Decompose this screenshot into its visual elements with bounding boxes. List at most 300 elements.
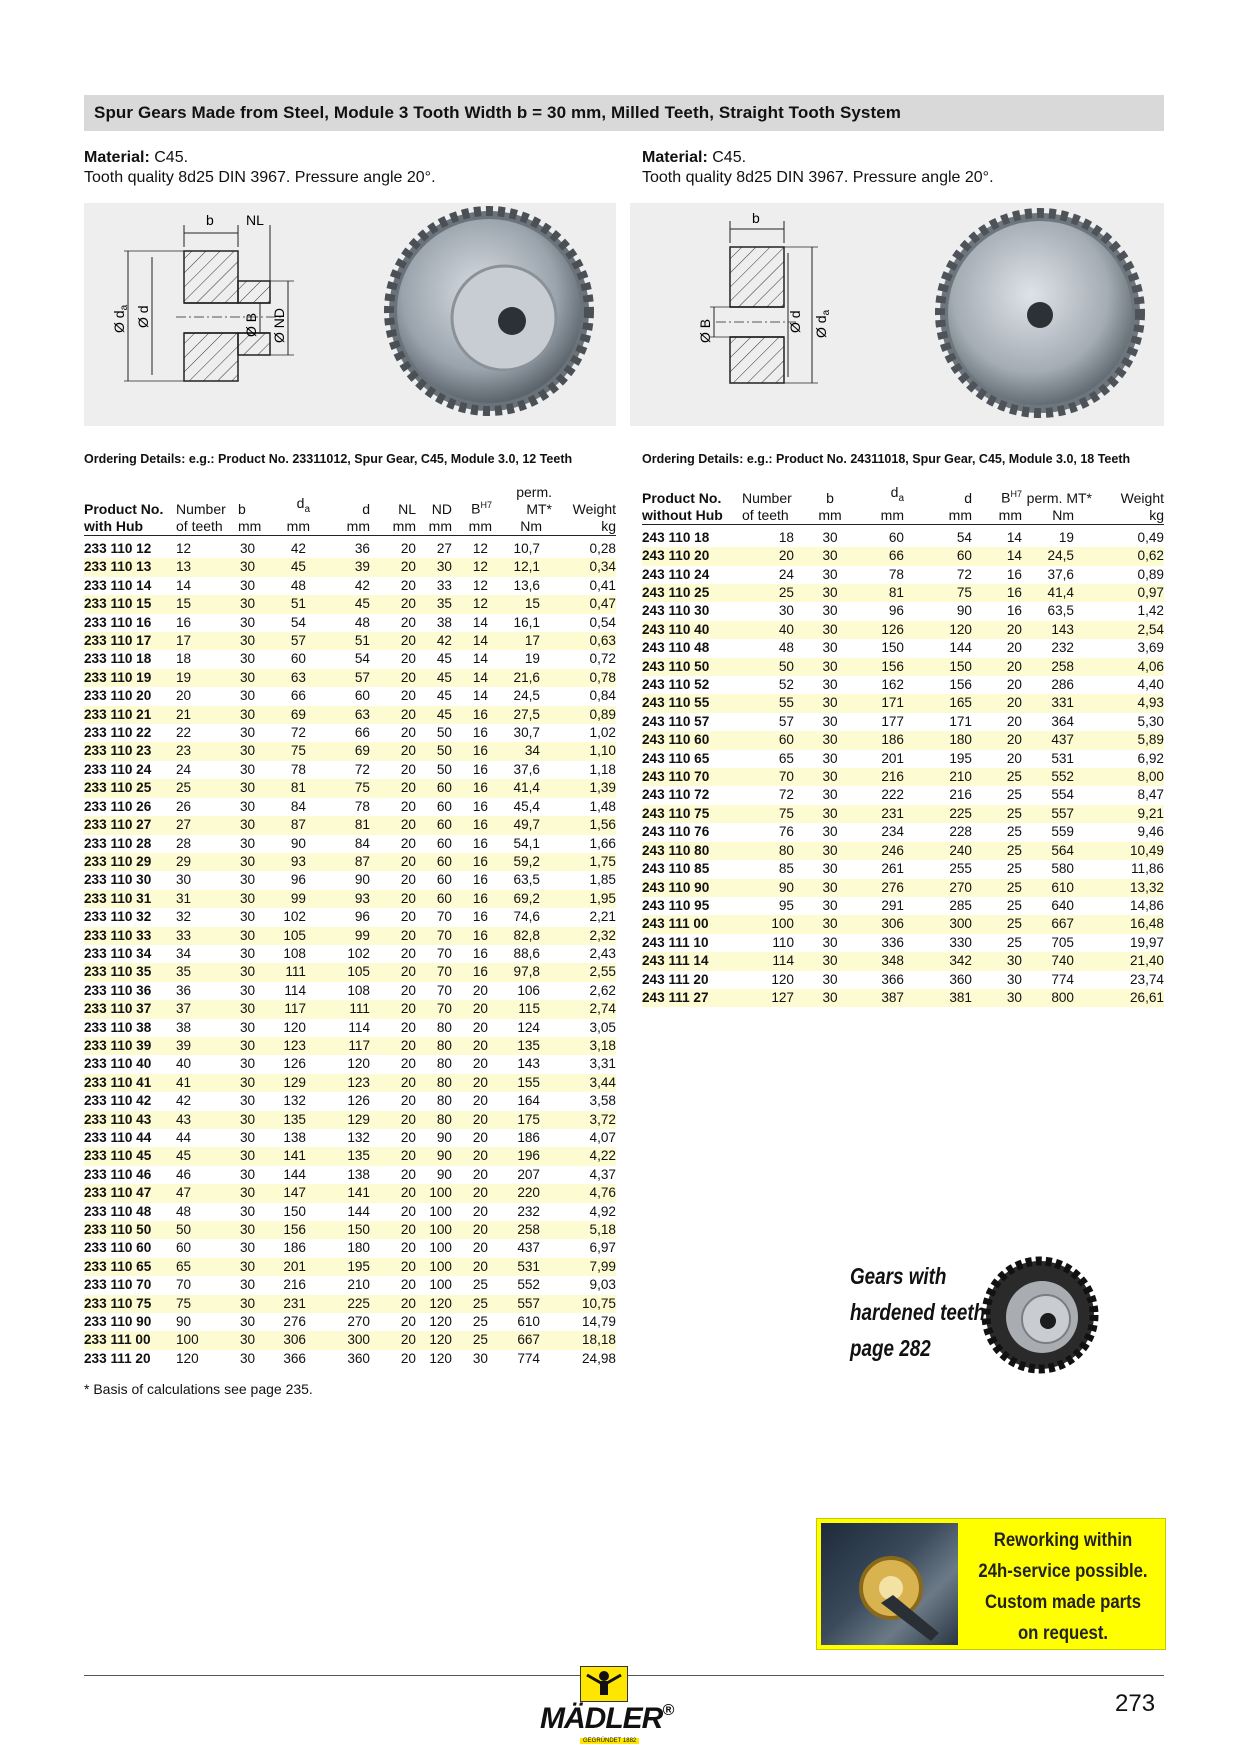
cell-bh7: 20 [1006,750,1022,766]
cell-b: 30 [240,1130,256,1145]
cell-nl: 20 [380,963,420,981]
table-row [84,669,616,687]
cell-teeth: 21 [176,706,238,724]
cell-teeth: 24 [176,761,192,777]
cell-nl: 20 [380,1221,420,1239]
cell-bh7: 20 [982,658,1022,676]
table-row [642,842,1164,860]
cell-weight: 13,32 [1092,879,1164,897]
cell-b: 30 [822,824,838,840]
cell-teeth: 14 [176,577,192,593]
cell-teeth: 55 [742,694,810,712]
cell-da: 72 [290,725,306,741]
cell-teeth: 48 [176,1203,192,1219]
cell-b: 30 [240,872,256,888]
cell-teeth: 27 [176,816,238,834]
cell-b: 30 [238,779,268,797]
cell-nd: 120 [429,1350,452,1366]
cell-d: 210 [922,768,982,786]
cell-product-no: 233 110 60 [84,1240,152,1256]
right-figure [630,203,1164,426]
cell-da: 222 [881,787,904,803]
cell-da: 48 [290,577,306,593]
cell-da: 123 [268,1037,324,1055]
cell-perm-mt: 82,8 [492,927,552,945]
cell-product-no: 233 110 26 [84,798,152,814]
col-bh7-unit: mm [452,518,492,536]
cell-b: 30 [240,798,256,814]
table-row [642,768,1164,786]
cell-teeth: 29 [176,853,238,871]
cell-weight: 1,39 [552,779,616,797]
col-product-no: Product No. [642,489,722,506]
table-row [84,1276,616,1294]
cell-perm-mt: 232 [1051,640,1074,656]
cell-d: 132 [347,1130,370,1145]
cell-perm-mt: 667 [492,1331,552,1349]
right-table-body [642,524,1164,1007]
cell-da: 306 [850,915,922,933]
logo-founded: GEGRÜNDET 1882 [580,1738,639,1744]
table-row [642,676,1164,694]
cell-nl: 20 [400,1019,416,1035]
dim-da-sub: a [821,309,832,316]
cell-weight: 6,97 [589,1240,616,1256]
cell-bh7: 16 [1006,603,1022,619]
cell-product-no: 233 110 45 [84,1147,176,1165]
cell-da: 162 [881,677,904,693]
cell-weight: 11,86 [1130,861,1164,877]
cell-nd: 60 [436,872,452,888]
cell-nd: 80 [436,1093,452,1109]
cell-b: 30 [238,1258,268,1276]
cell-bh7: 30 [982,989,1022,1007]
cell-nd: 120 [429,1314,452,1330]
left-material-text [84,148,436,188]
hardened-line-2: hardened teeth [850,1299,986,1325]
cell-da: 177 [881,713,904,729]
cell-teeth: 44 [176,1130,192,1145]
cell-d: 105 [324,963,380,981]
cell-d: 60 [354,688,370,704]
cell-d: 36 [354,541,370,556]
cell-nl: 20 [400,798,416,814]
cell-teeth: 60 [742,731,810,749]
cell-teeth: 19 [176,669,238,687]
cell-teeth: 22 [176,725,192,741]
cell-product-no: 233 110 32 [84,909,152,925]
cell-b: 30 [238,632,268,650]
cell-product-no: 233 110 25 [84,779,176,797]
cell-nd: 45 [436,651,452,667]
cell-teeth: 120 [176,1350,199,1366]
cell-nl: 20 [400,909,416,925]
cell-product-no: 243 110 85 [642,861,710,877]
cell-perm-mt: 774 [517,1350,540,1366]
cell-b: 30 [238,890,268,908]
cell-d: 255 [949,861,972,877]
cell-weight: 3,18 [552,1037,616,1055]
col-da-unit: mm [850,507,922,525]
cell-weight: 5,30 [1137,713,1164,729]
cell-weight: 3,05 [589,1019,616,1035]
cell-weight: 3,72 [552,1111,616,1129]
cell-bh7: 25 [452,1295,492,1313]
cell-nd: 80 [436,1056,452,1072]
cell-product-no: 233 110 48 [84,1203,152,1219]
col-b: b [238,501,246,517]
cell-product-no: 243 111 20 [642,971,709,987]
cell-b: 30 [822,677,838,693]
cell-teeth: 26 [176,798,192,814]
cell-nl: 20 [400,577,416,593]
cell-b: 30 [240,577,256,593]
cell-d: 270 [922,879,982,897]
table-row [84,558,616,576]
cell-teeth: 43 [176,1111,238,1129]
cell-product-no: 243 110 30 [642,603,710,619]
cell-da: 81 [268,779,324,797]
cell-product-no: 233 111 20 [84,1350,151,1366]
cell-perm-mt: 16,1 [513,614,540,630]
cell-weight: 1,48 [589,798,616,814]
cell-bh7: 14 [472,614,488,630]
logo-text: MÄDLER [540,1702,663,1735]
cell-weight: 1,10 [552,742,616,760]
cell-da: 138 [283,1130,306,1145]
cell-bh7: 16 [452,779,492,797]
cell-bh7: 16 [472,945,488,961]
cell-b: 30 [810,879,850,897]
col-d-unit: mm [324,518,380,536]
cell-weight: 2,55 [552,963,616,981]
dim-da-label: Ø d [813,315,829,338]
cell-perm-mt: 740 [1022,952,1092,970]
table-row [84,536,616,559]
cell-bh7: 30 [472,1350,488,1366]
cell-b: 30 [238,1221,268,1239]
cell-product-no: 233 110 16 [84,614,152,630]
cell-nl: 20 [380,890,420,908]
cell-weight: 0,41 [589,577,616,593]
cell-teeth: 20 [742,547,810,565]
cell-weight: 16,48 [1092,915,1164,933]
cell-perm-mt: 531 [1051,750,1074,766]
cell-b: 30 [240,1019,256,1035]
cell-perm-mt: 552 [517,1277,540,1293]
cell-d: 60 [922,547,982,565]
cell-nd: 120 [420,1331,452,1349]
cell-weight: 6,92 [1137,750,1164,766]
cell-teeth: 114 [742,952,810,970]
right-material-value: C45. [707,149,747,166]
cell-bh7: 25 [1006,824,1022,840]
cell-d: 156 [949,677,972,693]
cell-b: 30 [810,768,850,786]
cell-nd: 70 [436,945,452,961]
cell-da: 75 [268,742,324,760]
cell-nl: 20 [400,872,416,888]
cell-nd: 30 [420,558,452,576]
cell-d: 150 [922,658,982,676]
cell-da: 81 [850,584,922,602]
cell-weight: 24,98 [581,1350,616,1366]
cell-nd: 90 [436,1130,452,1145]
cell-nd: 60 [420,853,452,871]
cell-perm-mt: 580 [1051,861,1074,877]
table-row [84,761,616,779]
cell-d: 180 [347,1240,370,1256]
cell-perm-mt: 10,7 [513,541,540,556]
cell-product-no: 233 110 29 [84,853,176,871]
cell-bh7: 20 [1006,677,1022,693]
cell-bh7: 16 [472,725,488,741]
cell-da: 234 [881,824,904,840]
cell-da: 132 [283,1093,306,1109]
dim-ND-label: Ø ND [271,308,287,343]
cell-perm-mt: 124 [517,1019,540,1035]
cell-nl: 20 [380,595,420,613]
cell-product-no: 243 110 95 [642,897,710,913]
cell-perm-mt: 331 [1022,694,1092,712]
cell-bh7: 12 [472,577,488,593]
cell-weight: 0,89 [1137,566,1164,582]
cell-product-no: 233 110 21 [84,706,176,724]
table-row [642,915,1164,933]
col-d: d [362,501,370,517]
col-bh7-unit: mm [982,507,1022,525]
cell-bh7: 20 [472,1019,488,1035]
cell-teeth: 31 [176,890,238,908]
cell-weight: 1,02 [589,725,616,741]
cell-nl: 20 [380,632,420,650]
cell-b: 30 [240,982,256,998]
table-row [84,1258,616,1276]
cell-weight: 4,76 [552,1184,616,1202]
cell-perm-mt: 37,6 [1047,566,1074,582]
cell-bh7: 20 [472,1130,488,1145]
cell-teeth: 42 [176,1093,192,1109]
cell-bh7: 12 [472,541,488,556]
cell-da: 186 [850,731,922,749]
cell-d: 54 [956,529,972,545]
col-number: Number [742,489,792,506]
cell-b: 30 [240,1240,256,1256]
dim-b-label: b [206,212,214,228]
dim-b-label: b [752,210,760,226]
page-number: 273 [1115,1690,1156,1717]
cell-da: 120 [283,1019,306,1035]
cell-nd: 60 [420,890,452,908]
table-row [84,1350,616,1368]
cell-product-no: 233 110 30 [84,872,152,888]
right-product-table [642,484,1164,1007]
col-bh7-sup: H7 [1010,489,1022,500]
cell-perm-mt: 258 [492,1221,552,1239]
cell-perm-mt: 69,2 [492,890,552,908]
cell-weight: 18,18 [552,1331,616,1349]
cell-b: 30 [240,1314,256,1330]
cell-nl: 20 [400,1093,416,1109]
table-row [84,945,616,963]
cell-b: 30 [810,584,850,602]
cell-d: 144 [347,1203,370,1219]
cell-da: 135 [268,1111,324,1129]
cell-bh7: 25 [1006,897,1022,913]
cell-b: 30 [810,658,850,676]
cell-product-no: 233 110 27 [84,816,176,834]
cell-weight: 9,03 [589,1277,616,1293]
cell-da: 78 [290,761,306,777]
cell-da: 216 [850,768,922,786]
cell-weight: 1,95 [552,890,616,908]
cell-nl: 20 [400,1240,416,1256]
cell-bh7: 14 [452,632,492,650]
cell-teeth: 30 [778,603,794,619]
cell-nl: 20 [400,1166,416,1182]
cell-product-no: 233 110 35 [84,963,176,981]
col-nl-unit: mm [380,518,420,536]
cell-b: 30 [240,945,256,961]
cell-weight: 9,21 [1092,805,1164,823]
cell-b: 30 [810,952,850,970]
cell-b: 30 [822,529,838,545]
table-row [642,934,1164,952]
col-perm-mt: perm. MT* [1026,489,1092,506]
cell-d: 360 [347,1350,370,1366]
cell-weight: 0,84 [589,688,616,704]
promo-line-4: on request. [1017,1623,1109,1644]
cell-teeth: 90 [742,879,810,897]
cell-perm-mt: 175 [492,1111,552,1129]
table-row [642,952,1164,970]
cell-da: 216 [283,1277,306,1293]
cell-bh7: 20 [452,1258,492,1276]
cell-b: 30 [240,1166,256,1182]
cell-nd: 120 [420,1295,452,1313]
cell-perm-mt: 13,6 [513,577,540,593]
left-material-value: C45. [149,149,189,166]
table-row [84,816,616,834]
table-row [84,1184,616,1202]
cell-b: 30 [240,614,256,630]
right-material-text [642,148,994,188]
machining-photo [821,1523,958,1645]
cell-da: 387 [850,989,922,1007]
cell-product-no: 233 110 12 [84,541,152,556]
cell-b: 30 [238,927,268,945]
col-number: Number [176,501,226,517]
cell-d: 225 [324,1295,380,1313]
left-figure [84,203,616,426]
cell-d: 99 [324,927,380,945]
cell-product-no: 243 110 40 [642,621,742,639]
cell-perm-mt: 186 [517,1130,540,1145]
cell-bh7: 16 [452,963,492,981]
table-row [84,1037,616,1055]
cell-nd: 50 [436,725,452,741]
cell-teeth: 50 [176,1221,238,1239]
cell-perm-mt: 774 [1051,971,1074,987]
cell-nl: 20 [380,816,420,834]
dim-da-label: Ø d [111,310,127,333]
cell-d: 300 [922,915,982,933]
col-b-unit: mm [238,518,268,536]
cell-nl: 20 [400,614,416,630]
cell-weight: 2,74 [552,1000,616,1018]
cell-da: 93 [268,853,324,871]
col-bh7: $B^{H7}$ [471,500,492,517]
cell-b: 30 [822,603,838,619]
right-tooth-quality: Tooth quality 8d25 DIN 3967. Pressure angle 20°. [642,169,994,186]
table-row [84,1239,616,1257]
table-row [84,1092,616,1110]
cell-perm-mt: 286 [1051,677,1074,693]
cell-bh7: 20 [452,1037,492,1055]
cell-nd: 35 [420,595,452,613]
table-row [84,706,616,724]
cell-teeth: 75 [742,805,810,823]
cell-perm-mt: 30,7 [513,725,540,741]
cell-weight: 0,47 [552,595,616,613]
cell-product-no: 243 111 27 [642,989,742,1007]
col-number-2: of teeth [176,518,238,536]
cell-bh7: 20 [452,1221,492,1239]
cell-teeth: 38 [176,1019,192,1035]
cell-b: 30 [238,1331,268,1349]
cell-b: 30 [238,742,268,760]
hardened-teeth-link[interactable] [850,1258,985,1366]
cell-da: 78 [888,566,904,582]
cell-d: 228 [949,824,972,840]
table-row [642,805,1164,823]
cell-teeth: 100 [742,915,810,933]
cell-weight: 0,78 [552,669,616,687]
cell-da: 87 [268,816,324,834]
table-row [84,1019,616,1037]
table-row [84,577,616,595]
dim-B-label: Ø B [243,312,259,337]
cell-weight: 2,32 [552,927,616,945]
cell-da: 51 [268,595,324,613]
cell-b: 30 [240,725,256,741]
cell-product-no: 233 110 17 [84,632,176,650]
cell-weight: 1,18 [589,761,616,777]
cell-b: 30 [822,640,838,656]
cell-perm-mt: 21,6 [492,669,552,687]
col-bh7: $B^{H7}$ [1001,489,1022,506]
col-d-unit: mm [922,507,982,525]
cell-product-no: 233 110 65 [84,1258,176,1276]
cell-product-no: 243 110 72 [642,787,710,803]
cell-weight: 2,62 [589,982,616,998]
cell-product-no: 243 110 76 [642,824,710,840]
cell-nl: 20 [400,1314,416,1330]
cell-perm-mt: 667 [1022,915,1092,933]
cell-b: 30 [810,731,850,749]
cell-b: 30 [240,761,256,777]
cell-product-no: 243 110 52 [642,677,710,693]
cell-d: 72 [956,566,972,582]
cell-b: 30 [238,558,268,576]
table-row [84,1331,616,1349]
cell-perm-mt: 106 [517,982,540,998]
table-row [642,786,1164,804]
table-row [84,650,616,668]
cell-b: 30 [238,816,268,834]
left-material-label: Material: [84,149,150,166]
cell-teeth: 80 [742,842,810,860]
